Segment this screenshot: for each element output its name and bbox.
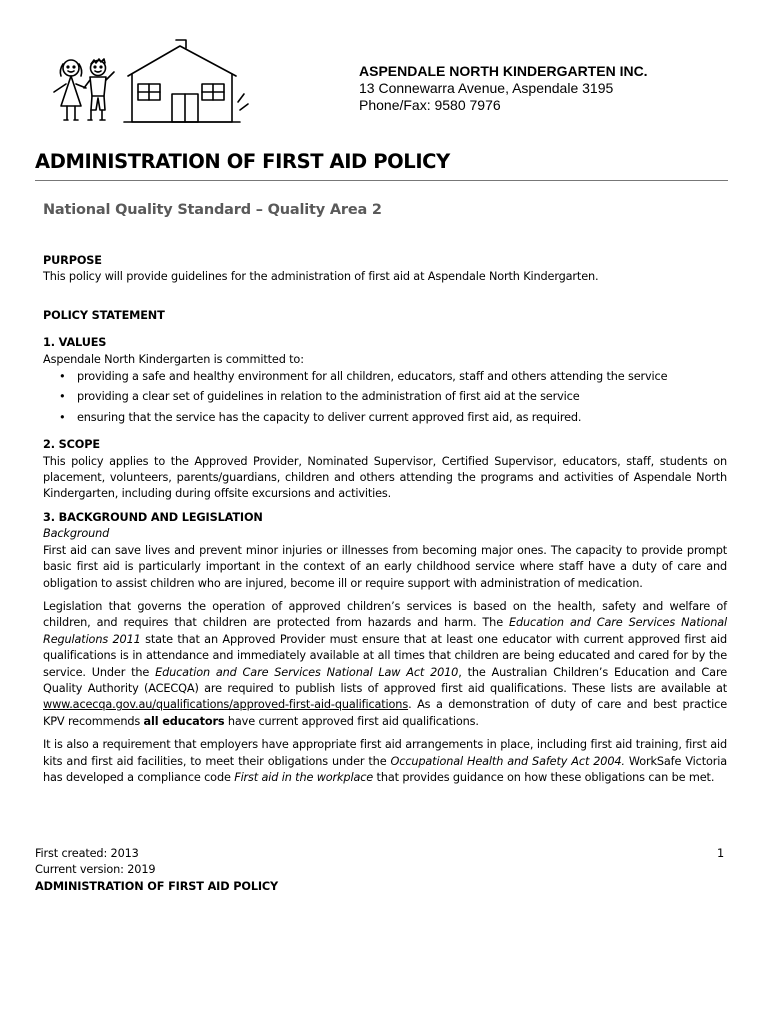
kindergarten-logo-drawing (40, 36, 250, 128)
text-run: Legislation that governs the operation of approved children’s services is based on the health, safety and welfare of children, and requires that children are protected from hazards and harm. The (43, 599, 727, 630)
list-item (59, 389, 727, 405)
regulations-title: Education and Care Services National Regulations 2011 (43, 616, 727, 646)
background-paragraph-2 (43, 599, 727, 730)
bullet-icon: • (59, 390, 66, 404)
acecqa-link[interactable]: www.acecqa.gov.au/qualifications/approved-first-aid-qualifications (43, 698, 409, 712)
national-law-title: Education and Care Services National Law Act 2010 (155, 665, 459, 679)
page-number: 1 (716, 847, 724, 860)
bullet-icon: • (59, 370, 66, 384)
all-educators-emphasis: all educators (143, 714, 225, 728)
first-created: First created: 2013 (35, 847, 139, 860)
purpose-text: This policy will provide guidelines for the administration of first aid at Aspendale North Kindergarten. (43, 270, 599, 284)
values-intro: Aspendale North Kindergarten is committed to: (43, 352, 304, 366)
policy-body (43, 253, 727, 786)
background-paragraph-1: First aid can save lives and prevent minor injuries or illnesses from becoming major ones. The capacity to provide prompt basic first aid is particularly important in the context of an early childhood service where staff have a duty of care and obligation to assist children who are injured, become ill or require support with administration of medication. (43, 543, 727, 590)
text-run: state that an Approved Provider must ensure that at least one educator with current approved first aid qualifications is in attendance and immediately available at all times that children are being educated and cared for by the service. Under the (43, 632, 727, 679)
text-run: WorkSafe Victoria has developed a compliance code (43, 754, 727, 784)
purpose-heading: PURPOSE (43, 254, 102, 267)
text-run: that provides guidance on how these obligations can be met. (373, 770, 715, 784)
compliance-code-title: First aid in the workplace (234, 770, 374, 784)
background-subheading: Background (43, 527, 110, 541)
values-heading: 1. VALUES (43, 336, 107, 350)
background-heading: 3. BACKGROUND AND LEGISLATION (43, 510, 263, 524)
title-divider (35, 180, 728, 181)
values-list (43, 369, 727, 426)
list-item (59, 410, 727, 426)
list-item-text: providing a clear set of guidelines in relation to the administration of first aid at the service (77, 390, 580, 404)
page-footer (35, 846, 728, 895)
list-item-text: ensuring that the service has the capacity to deliver current approved first aid, as required. (77, 410, 582, 424)
organization-name: ASPENDALE NORTH KINDERGARTEN INC. (359, 63, 648, 79)
quality-standard-subtitle: National Quality Standard – Quality Area 2 (43, 202, 382, 218)
current-version: Current version: 2019 (35, 863, 156, 877)
scope-text: This policy applies to the Approved Provider, Nominated Supervisor, Certified Supervisor, educators, staff, students on placement, volunteers, parents/guardians, children and others attending the programs and activities of Aspendale North Kindergarten, including during offsite excursions and activities. (43, 454, 727, 501)
organization-address: 13 Connewarra Avenue, Aspendale 3195 (359, 80, 614, 96)
text-run: have current approved first aid qualifications. (224, 714, 479, 728)
text-run: It is also a requirement that employers have appropriate first aid arrangements in place, including first aid training, first aid kits and first aid facilities, to meet their obligations under the (43, 738, 727, 768)
list-item-text: providing a safe and healthy environment for all children, educators, staff and others attending the service (77, 370, 668, 384)
ohs-act-title: Occupational Health and Safety Act 2004. (390, 754, 625, 768)
policy-title: ADMINISTRATION OF FIRST AID POLICY (35, 150, 450, 173)
text-run: , the Australian Children’s Education and Care Quality Authority (ACECQA) are required to publish lists of approved first aid qualifications. These lists are available at (43, 665, 727, 695)
organization-phone: Phone/Fax: 9580 7976 (359, 97, 501, 113)
background-paragraph-3 (43, 737, 727, 786)
footer-document-title: ADMINISTRATION OF FIRST AID POLICY (35, 879, 279, 893)
list-item (59, 369, 727, 385)
text-run: . As a demonstration of duty of care and best practice KPV recommends (43, 698, 727, 728)
scope-heading: 2. SCOPE (43, 438, 100, 452)
policy-statement-heading: POLICY STATEMENT (43, 308, 165, 322)
bullet-icon: • (59, 410, 66, 424)
organization-block (359, 63, 648, 114)
